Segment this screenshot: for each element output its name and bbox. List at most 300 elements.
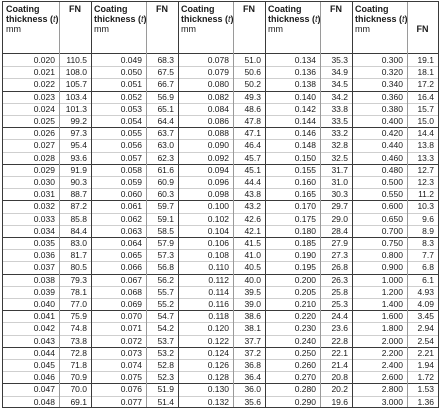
thickness-value: 0.090 [207, 140, 229, 151]
thickness-value: 0.116 [208, 299, 229, 309]
thickness-value: 1.000 [381, 274, 403, 285]
fn-value: 27.9 [331, 238, 348, 248]
thickness-value: 0.114 [208, 286, 229, 297]
fn-value: 32.5 [331, 152, 348, 163]
fn-value: 110.5 [66, 55, 87, 65]
fn-value: 73.8 [70, 335, 87, 346]
thickness-value: 0.190 [294, 250, 316, 261]
thickness-value: 0.205 [294, 286, 316, 297]
fn-value: 10.3 [417, 201, 434, 212]
thickness-value: 0.054 [120, 116, 142, 126]
thickness-value: 0.550 [381, 189, 403, 200]
header-thickness-line1: Coating [181, 4, 215, 14]
header-thickness-line2: thickness (t) [181, 14, 234, 24]
fn-value: 47.1 [244, 128, 261, 139]
fn-value: 79.3 [70, 274, 87, 285]
thickness-value: 0.140 [294, 91, 316, 102]
thickness-value: 0.155 [294, 164, 316, 175]
fn-value: 108.0 [65, 67, 87, 78]
thickness-value: 0.080 [207, 79, 229, 90]
fn-value: 88.7 [70, 189, 87, 200]
fn-value: 59.1 [157, 213, 174, 224]
fn-value: 7.7 [422, 250, 434, 261]
fn-value: 74.8 [70, 323, 87, 334]
fn-value: 40.0 [244, 274, 261, 285]
thickness-value: 0.060 [120, 189, 142, 200]
thickness-value: 0.051 [120, 79, 142, 90]
thickness-value: 0.030 [33, 177, 55, 187]
thickness-value: 0.500 [381, 177, 403, 187]
header-thickness-unit: mm [6, 24, 21, 34]
thickness-value: 0.064 [120, 238, 142, 248]
thickness-value: 0.057 [120, 152, 142, 163]
fn-value: 39.5 [244, 286, 261, 297]
coating-thickness-fn-table [2, 1, 439, 408]
thickness-value: 0.050 [120, 67, 142, 78]
thickness-value: 0.210 [294, 299, 316, 309]
thickness-value: 0.144 [294, 116, 316, 126]
thickness-value: 2.200 [381, 347, 403, 358]
fn-value: 78.1 [70, 286, 87, 297]
fn-value: 97.3 [70, 128, 87, 139]
thickness-value: 0.104 [207, 225, 229, 236]
fn-value: 4.09 [417, 299, 434, 309]
thickness-value: 0.027 [33, 140, 55, 151]
fn-value: 43.2 [244, 201, 261, 212]
fn-value: 13.8 [417, 140, 434, 151]
fn-value: 70.0 [70, 384, 87, 395]
fn-value: 77.0 [70, 299, 87, 309]
fn-value: 62.3 [157, 152, 174, 163]
header-thickness-line2: thickness (t) [6, 14, 59, 24]
cell-divider [233, 2, 234, 407]
thickness-value: 0.042 [33, 323, 55, 334]
thickness-value: 0.300 [381, 55, 403, 65]
thickness-value: 0.069 [120, 299, 142, 309]
fn-value: 38.6 [244, 311, 261, 322]
thickness-value: 0.034 [33, 225, 55, 236]
fn-value: 37.2 [244, 347, 261, 358]
thickness-value: 0.220 [294, 311, 316, 322]
header-fn-label: FN [156, 4, 168, 14]
fn-value: 34.9 [331, 67, 348, 78]
thickness-value: 0.112 [208, 274, 229, 285]
fn-value: 49.3 [244, 91, 261, 102]
fn-value: 31.7 [331, 164, 348, 175]
thickness-value: 0.048 [33, 396, 55, 407]
thickness-value: 0.130 [207, 384, 229, 395]
fn-value: 1.53 [417, 384, 434, 395]
thickness-value: 0.142 [294, 103, 316, 114]
fn-value: 3.45 [417, 311, 434, 322]
fn-value: 52.3 [157, 372, 174, 383]
thickness-value: 0.056 [120, 140, 142, 151]
header-fn-label: FN [330, 4, 342, 14]
fn-value: 33.8 [331, 103, 348, 114]
fn-value: 70.9 [70, 372, 87, 383]
fn-value: 33.5 [331, 116, 348, 126]
fn-value: 24.4 [331, 311, 348, 322]
thickness-value: 0.120 [207, 323, 229, 334]
thickness-value: 0.900 [381, 262, 403, 273]
thickness-value: 0.136 [294, 67, 316, 78]
thickness-value: 1.200 [381, 286, 403, 297]
header-thickness-unit: mm [268, 24, 283, 34]
thickness-symbol: t [315, 14, 318, 24]
thickness-value: 0.036 [33, 250, 55, 261]
fn-value: 13.3 [417, 152, 434, 163]
fn-value: 41.0 [244, 250, 261, 261]
fn-value: 69.1 [70, 396, 87, 407]
fn-value: 43.8 [244, 189, 261, 200]
thickness-value: 0.340 [381, 79, 403, 90]
thickness-value: 0.068 [120, 286, 142, 297]
thickness-value: 0.061 [120, 201, 142, 212]
fn-value: 35.6 [244, 396, 261, 407]
thickness-value: 0.076 [120, 384, 142, 395]
cell-divider [407, 2, 408, 407]
fn-value: 29.7 [331, 201, 348, 212]
thickness-value: 0.094 [207, 164, 229, 175]
fn-value: 40.5 [244, 262, 261, 273]
cell-divider [59, 2, 60, 407]
fn-value: 33.2 [331, 128, 348, 139]
fn-value: 51.0 [244, 55, 261, 65]
thickness-value: 0.033 [33, 213, 55, 224]
thickness-value: 0.170 [294, 201, 316, 212]
thickness-value: 0.070 [120, 311, 142, 322]
thickness-value: 0.072 [120, 335, 142, 346]
thickness-value: 0.021 [33, 67, 55, 78]
fn-value: 95.4 [70, 140, 87, 151]
thickness-value: 0.160 [294, 177, 316, 187]
thickness-value: 0.150 [294, 152, 316, 163]
cell-divider [146, 2, 147, 407]
thickness-value: 0.046 [33, 372, 55, 383]
fn-value: 83.0 [70, 238, 87, 248]
fn-value: 36.8 [244, 360, 261, 370]
thickness-value: 0.128 [207, 372, 229, 383]
fn-value: 34.2 [331, 91, 348, 102]
thickness-value: 0.600 [381, 201, 403, 212]
thickness-value: 0.240 [294, 335, 316, 346]
fn-value: 54.7 [157, 311, 174, 322]
thickness-value: 0.460 [381, 152, 403, 163]
thickness-value: 0.082 [207, 91, 229, 102]
thickness-value: 0.106 [207, 238, 229, 248]
thickness-value: 0.100 [207, 201, 229, 212]
fn-value: 29.0 [331, 213, 348, 224]
fn-value: 21.4 [331, 360, 348, 370]
header-thickness-line1: Coating [94, 4, 128, 14]
thickness-value: 0.035 [33, 238, 55, 248]
fn-value: 15.7 [417, 103, 434, 114]
thickness-value: 1.400 [381, 299, 403, 309]
header-thickness-unit: mm [94, 24, 109, 34]
fn-value: 15.0 [417, 116, 434, 126]
fn-value: 93.6 [70, 152, 87, 163]
thickness-value: 0.086 [207, 116, 229, 126]
thickness-value: 0.025 [33, 116, 55, 126]
thickness-value: 0.480 [381, 164, 403, 175]
fn-value: 57.3 [157, 250, 174, 261]
thickness-value: 0.049 [120, 55, 142, 65]
thickness-value: 0.260 [294, 360, 316, 370]
thickness-value: 0.020 [33, 55, 55, 65]
thickness-value: 0.053 [120, 103, 142, 114]
thickness-value: 0.074 [120, 360, 142, 370]
fn-value: 22.1 [331, 347, 348, 358]
thickness-value: 0.078 [207, 55, 229, 65]
thickness-value: 0.028 [33, 152, 55, 163]
column-divider [178, 2, 179, 407]
fn-value: 85.8 [70, 213, 87, 224]
thickness-value: 0.180 [294, 225, 316, 236]
fn-value: 35.3 [331, 55, 348, 65]
fn-value: 41.5 [244, 238, 261, 248]
thickness-value: 0.043 [33, 335, 55, 346]
fn-value: 38.1 [244, 323, 261, 334]
thickness-value: 0.380 [381, 103, 403, 114]
fn-value: 60.3 [157, 189, 174, 200]
thickness-value: 0.270 [294, 372, 316, 383]
thickness-value: 0.062 [120, 213, 142, 224]
fn-value: 42.1 [244, 225, 261, 236]
thickness-symbol: t [53, 14, 56, 24]
thickness-value: 0.122 [207, 335, 229, 346]
fn-value: 26.8 [331, 262, 348, 273]
fn-value: 103.4 [65, 91, 87, 102]
thickness-symbol: t [228, 14, 231, 24]
fn-value: 59.7 [157, 201, 174, 212]
header-thickness-unit: mm [355, 24, 370, 34]
fn-value: 91.9 [70, 164, 87, 175]
thickness-value: 0.200 [294, 274, 316, 285]
fn-value: 46.4 [244, 140, 261, 151]
thickness-value: 0.029 [33, 164, 55, 175]
fn-value: 22.8 [331, 335, 348, 346]
thickness-value: 0.023 [33, 91, 55, 102]
header-thickness-label [355, 4, 408, 34]
fn-value: 4.93 [417, 286, 434, 297]
thickness-value: 0.055 [120, 128, 142, 139]
fn-value: 31.0 [331, 177, 348, 187]
header-fn-label: FN [416, 24, 429, 34]
header-fn-label: FN [69, 4, 81, 14]
thickness-value: 0.067 [120, 274, 142, 285]
thickness-value: 0.084 [207, 103, 229, 114]
fn-value: 60.9 [157, 177, 174, 187]
cell-divider [320, 2, 321, 407]
fn-value: 30.3 [331, 189, 348, 200]
thickness-value: 2.600 [381, 372, 403, 383]
fn-value: 68.3 [157, 55, 174, 65]
thickness-value: 0.063 [120, 225, 142, 236]
thickness-value: 0.650 [381, 213, 403, 224]
fn-value: 12.7 [417, 164, 434, 175]
thickness-value: 0.071 [120, 323, 142, 334]
thickness-symbol: t [402, 14, 405, 24]
fn-value: 28.4 [331, 225, 348, 236]
fn-value: 80.5 [70, 262, 87, 273]
thickness-value: 0.022 [33, 79, 55, 90]
thickness-value: 0.195 [294, 262, 316, 273]
thickness-value: 0.250 [294, 347, 316, 358]
fn-value: 16.4 [417, 91, 434, 102]
fn-value: 87.2 [70, 201, 87, 212]
table-header [3, 2, 438, 54]
fn-value: 99.2 [70, 116, 87, 126]
fn-value: 25.8 [331, 286, 348, 297]
header-fn-label: FN [243, 4, 255, 14]
fn-value: 2.21 [417, 347, 434, 358]
fn-value: 53.2 [157, 347, 174, 358]
header-thickness-label [268, 4, 321, 34]
fn-value: 65.1 [157, 103, 174, 114]
thickness-value: 0.045 [33, 360, 55, 370]
thickness-value: 0.146 [294, 128, 316, 139]
thickness-value: 0.047 [33, 384, 55, 395]
header-thickness-label [181, 4, 234, 34]
fn-value: 17.2 [417, 79, 434, 90]
fn-value: 8.9 [422, 225, 434, 236]
header-thickness-line1: Coating [6, 4, 40, 14]
fn-value: 25.3 [331, 299, 348, 309]
fn-value: 63.7 [157, 128, 174, 139]
header-thickness-unit: mm [181, 24, 196, 34]
fn-value: 75.9 [70, 311, 87, 322]
fn-value: 61.6 [157, 164, 174, 175]
fn-value: 72.8 [70, 347, 87, 358]
thickness-value: 0.118 [208, 311, 229, 322]
header-thickness-line2: thickness (t) [355, 14, 408, 24]
fn-value: 45.1 [244, 164, 261, 175]
thickness-value: 0.124 [207, 347, 229, 358]
header-thickness-line2: thickness (t) [268, 14, 321, 24]
thickness-value: 0.175 [294, 213, 316, 224]
fn-value: 56.9 [157, 91, 174, 102]
thickness-value: 0.052 [120, 91, 142, 102]
thickness-value: 0.400 [381, 116, 403, 126]
fn-value: 51.9 [157, 384, 174, 395]
thickness-value: 0.280 [294, 384, 316, 395]
header-thickness-line1: Coating [268, 4, 302, 14]
fn-value: 2.54 [417, 335, 434, 346]
thickness-value: 0.077 [120, 396, 142, 407]
thickness-value: 0.420 [381, 128, 403, 139]
fn-value: 42.6 [244, 213, 261, 224]
header-thickness-line2: thickness (t) [94, 14, 147, 24]
thickness-value: 0.058 [120, 164, 142, 175]
thickness-value: 0.073 [120, 347, 142, 358]
fn-value: 34.5 [331, 79, 348, 90]
fn-value: 20.8 [331, 372, 348, 383]
thickness-value: 0.038 [33, 274, 55, 285]
header-thickness-line1: Coating [355, 4, 389, 14]
thickness-value: 0.088 [207, 128, 229, 139]
thickness-value: 0.750 [381, 238, 403, 248]
fn-value: 45.7 [244, 152, 261, 163]
thickness-value: 1.600 [381, 311, 403, 322]
column-divider [91, 2, 92, 407]
fn-value: 81.7 [70, 250, 87, 261]
fn-value: 36.0 [244, 384, 261, 395]
thickness-value: 0.066 [120, 262, 142, 273]
column-divider [352, 2, 353, 407]
thickness-value: 0.044 [33, 347, 55, 358]
thickness-value: 0.800 [381, 250, 403, 261]
fn-value: 44.4 [244, 177, 261, 187]
fn-value: 67.5 [157, 67, 174, 78]
thickness-value: 0.138 [294, 79, 316, 90]
thickness-value: 0.037 [33, 262, 55, 273]
fn-value: 6.8 [422, 262, 434, 273]
fn-value: 105.7 [65, 79, 87, 90]
fn-value: 19.1 [417, 55, 434, 65]
fn-value: 32.8 [331, 140, 348, 151]
thickness-value: 2.800 [381, 384, 403, 395]
thickness-value: 0.108 [207, 250, 229, 261]
thickness-value: 0.134 [294, 55, 316, 65]
fn-value: 27.3 [331, 250, 348, 261]
thickness-value: 2.000 [381, 335, 403, 346]
fn-value: 57.9 [157, 238, 174, 248]
thickness-value: 0.065 [120, 250, 142, 261]
fn-value: 84.4 [70, 225, 87, 236]
thickness-value: 0.102 [207, 213, 229, 224]
fn-value: 14.4 [417, 128, 434, 139]
thickness-symbol: t [141, 14, 144, 24]
fn-value: 8.3 [422, 238, 434, 248]
fn-value: 11.2 [418, 189, 434, 200]
header-thickness-label [6, 4, 59, 34]
fn-value: 39.0 [244, 299, 261, 309]
fn-value: 66.7 [157, 79, 174, 90]
thickness-value: 2.400 [381, 360, 403, 370]
fn-value: 26.3 [331, 274, 348, 285]
thickness-value: 0.230 [294, 323, 316, 334]
fn-value: 9.6 [422, 213, 434, 224]
fn-value: 54.2 [157, 323, 174, 334]
thickness-value: 0.098 [207, 189, 229, 200]
fn-value: 1.36 [417, 396, 434, 407]
fn-value: 58.5 [157, 225, 174, 236]
thickness-value: 0.360 [381, 91, 403, 102]
fn-value: 56.8 [157, 262, 174, 273]
thickness-value: 0.032 [33, 201, 55, 212]
thickness-value: 0.079 [207, 67, 229, 78]
thickness-value: 0.440 [381, 140, 403, 151]
fn-value: 1.94 [417, 360, 434, 370]
fn-value: 48.6 [244, 103, 261, 114]
thickness-value: 0.126 [207, 360, 229, 370]
fn-value: 56.2 [157, 274, 174, 285]
thickness-value: 0.320 [381, 67, 403, 78]
thickness-value: 1.800 [381, 323, 403, 334]
thickness-value: 0.041 [33, 311, 55, 322]
thickness-value: 0.059 [120, 177, 142, 187]
fn-value: 47.8 [244, 116, 261, 126]
thickness-value: 0.031 [33, 189, 55, 200]
thickness-value: 0.148 [294, 140, 316, 151]
thickness-value: 0.132 [207, 396, 229, 407]
fn-value: 36.4 [244, 372, 261, 383]
fn-value: 101.3 [65, 103, 87, 114]
fn-value: 63.0 [157, 140, 174, 151]
fn-value: 18.1 [417, 67, 434, 78]
fn-value: 71.8 [70, 360, 87, 370]
column-divider [265, 2, 266, 407]
